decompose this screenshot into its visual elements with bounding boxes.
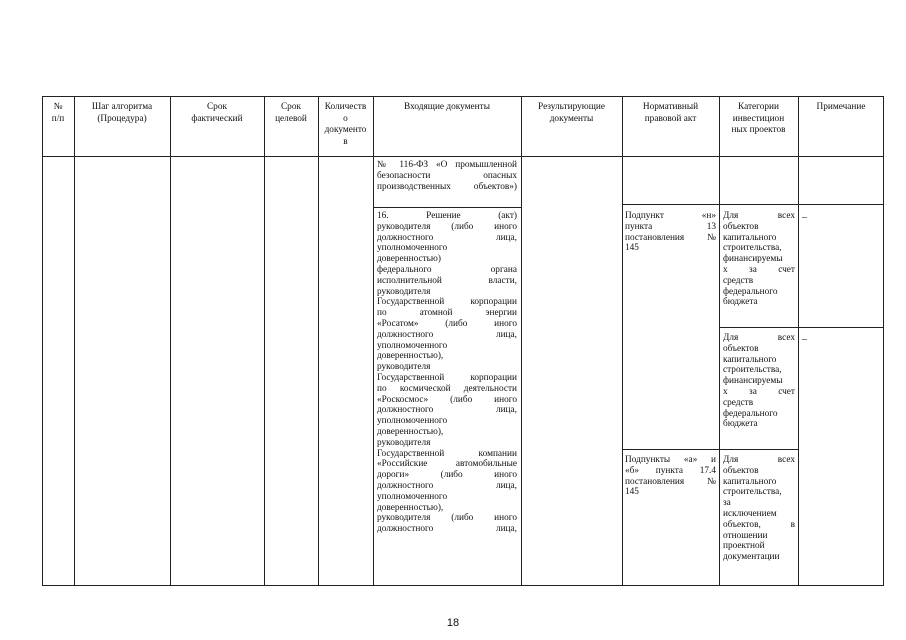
- text-line: бюджета: [723, 297, 758, 308]
- row-divider: [622, 204, 884, 205]
- text-line: Государственной компании: [377, 448, 517, 459]
- text-line: руководителя (либо иного: [377, 513, 517, 524]
- column-divider: [622, 96, 623, 586]
- text-line: должностного лица,: [377, 232, 517, 243]
- text-line: средств: [723, 397, 754, 408]
- text-line: постановления №: [625, 232, 716, 243]
- column-divider: [264, 96, 265, 586]
- text-line: средств: [723, 275, 754, 286]
- text-line: уполномоченного: [377, 340, 448, 351]
- text-line: уполномоченного: [377, 491, 448, 502]
- text-line: уполномоченного: [377, 416, 448, 427]
- text-line: должностного лица,: [377, 480, 517, 491]
- text-line: должностного лица,: [377, 405, 517, 416]
- text-line: 16. Решение (акт): [377, 211, 517, 221]
- text-line: за: [723, 498, 731, 509]
- text-line: руководителя: [377, 362, 431, 373]
- column-divider: [521, 96, 522, 586]
- text-line: Подпункты «а» и: [625, 455, 716, 465]
- text-line: уполномоченного: [377, 243, 448, 254]
- text-line: объектов: [723, 221, 759, 232]
- text-line: постановления №: [625, 476, 716, 487]
- text-line: безопасности опасных: [377, 170, 517, 181]
- text-line: дороги» (либо иного: [377, 470, 517, 481]
- row-divider: [373, 207, 521, 208]
- column-divider: [373, 96, 374, 586]
- text-line: «Роскосмос» (либо иного: [377, 394, 517, 405]
- text-line: 145: [625, 243, 639, 254]
- text-line: руководителя (либо иного: [377, 221, 517, 232]
- text-line: документации: [723, 552, 780, 563]
- text-line: пункта 13: [625, 221, 716, 232]
- text-line: х за счет: [723, 386, 795, 397]
- text-line: должностного лица,: [377, 524, 517, 535]
- text-line: должностного лица,: [377, 329, 517, 340]
- text-line: объектов: [723, 465, 759, 476]
- header-note: Примечание: [816, 102, 866, 112]
- text-line: х за счет: [723, 264, 795, 275]
- text-line: руководителя: [377, 286, 431, 297]
- text-line: бюджета: [723, 419, 758, 430]
- text-line: исключением: [723, 508, 777, 519]
- text-line: федерального: [723, 408, 778, 419]
- header-actual-term: Срок фактический: [191, 102, 243, 124]
- text-line: строительства,: [723, 365, 782, 376]
- header-legal-act: Нормативный правовой акт: [642, 102, 699, 124]
- category-federal-budget-1: [723, 211, 795, 308]
- text-line: объектов, в: [723, 519, 795, 530]
- text-line: капитального: [723, 232, 777, 243]
- text-line: доверенностью),: [377, 502, 444, 513]
- column-divider: [170, 96, 171, 586]
- text-line: капитального: [723, 354, 777, 365]
- column-divider: [74, 96, 75, 586]
- text-line: проектной: [723, 541, 765, 552]
- category-federal-budget-2: [723, 333, 795, 430]
- row-divider: [622, 449, 799, 450]
- text-line: «Росатом» (либо иного: [377, 318, 517, 329]
- column-divider: [318, 96, 319, 586]
- algorithm-table: [42, 96, 884, 586]
- text-line: № 116-ФЗ «О промышленной: [377, 160, 517, 170]
- text-line: Подпункт «н»: [625, 211, 716, 221]
- text-line: доверенностью): [377, 254, 441, 265]
- text-line: 145: [625, 487, 639, 498]
- incoming-docs-decision-16: [377, 211, 517, 535]
- text-line: финансируемы: [723, 376, 783, 387]
- header-target-term: Срок целевой: [275, 102, 307, 124]
- text-line: по атомной энергии: [377, 308, 517, 319]
- header-step: Шаг алгоритма (Процедура): [91, 102, 153, 124]
- text-line: руководителя: [377, 437, 431, 448]
- header-number: № п/п: [51, 102, 65, 124]
- text-line: производственных объектов»): [377, 181, 517, 192]
- text-line: Для всех: [723, 333, 795, 343]
- page-number: 18: [446, 617, 460, 629]
- text-line: Государственной корпорации: [377, 372, 517, 383]
- text-line: строительства,: [723, 243, 782, 254]
- header-project-categories: Категории инвестицион ных проектов: [731, 102, 786, 135]
- header-resulting-docs: Результирующие документы: [538, 102, 605, 124]
- text-line: доверенностью),: [377, 351, 444, 362]
- column-divider: [719, 96, 720, 586]
- text-line: Для всех: [723, 455, 795, 465]
- header-doc-count: Количеств о документо в: [324, 102, 367, 147]
- text-line: финансируемы: [723, 254, 783, 265]
- note-dash: –: [802, 334, 807, 345]
- legal-act-subparagraph-n: [625, 211, 716, 254]
- column-divider: [798, 96, 799, 586]
- text-line: Государственной корпорации: [377, 297, 517, 308]
- text-line: федерального: [723, 286, 778, 297]
- note-dash: –: [802, 212, 807, 223]
- text-line: объектов: [723, 343, 759, 354]
- row-divider: [719, 327, 884, 328]
- text-line: капитального: [723, 476, 777, 487]
- header-incoming-docs: Входящие документы: [404, 102, 490, 112]
- text-line: Для всех: [723, 211, 795, 221]
- text-line: строительства,: [723, 487, 782, 498]
- category-except-objects: [723, 455, 795, 563]
- legal-act-subparagraphs-a-b: [625, 455, 716, 498]
- text-line: «Российские автомобильные: [377, 459, 517, 470]
- header-bottom-line: [42, 156, 884, 157]
- text-line: «б» пункта 17.4: [625, 465, 716, 476]
- incoming-docs-law-reference: [377, 160, 517, 192]
- text-line: доверенностью),: [377, 426, 444, 437]
- text-line: по космической деятельности: [377, 383, 517, 394]
- text-line: отношении: [723, 530, 768, 541]
- text-line: исполнительной власти,: [377, 275, 517, 286]
- text-line: федерального органа: [377, 264, 517, 275]
